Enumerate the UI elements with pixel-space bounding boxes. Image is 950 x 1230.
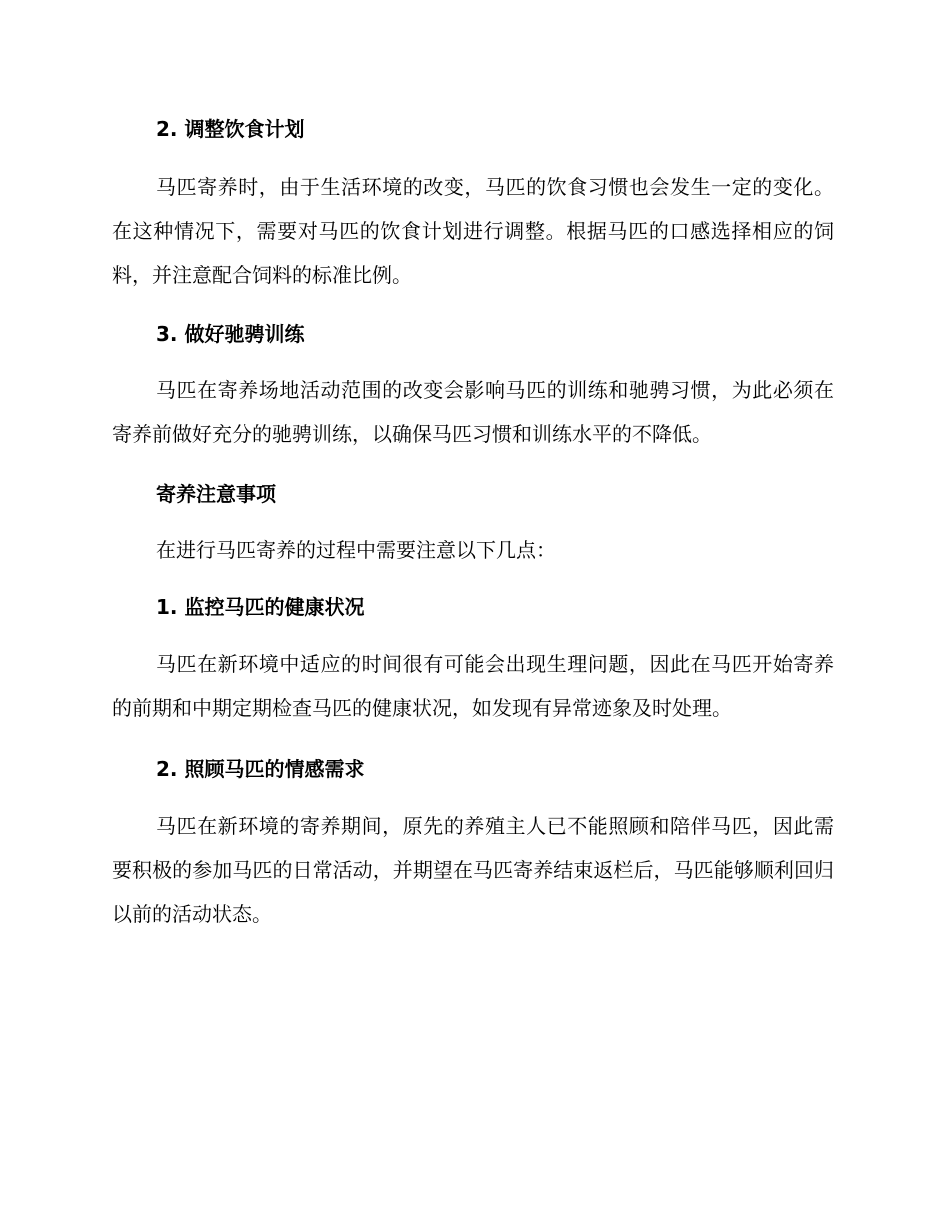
paragraph-adjust-diet: 马匹寄养时，由于生活环境的改变，马匹的饮食习惯也会发生一定的变化。在这种情况下，需要对马匹的饮食计划进行调整。根据马匹的口感选择相应的饲料，并注意配合饲料的标准比例。 bbox=[112, 175, 834, 287]
section-heading-emotional-needs: 2. 照顾马匹的情感需求 bbox=[156, 757, 365, 781]
section-heading-adjust-diet: 2. 调整饮食计划 bbox=[156, 117, 305, 141]
section-heading-monitor-health: 1. 监控马匹的健康状况 bbox=[156, 595, 365, 619]
section-heading-gallop-training: 3. 做好驰骋训练 bbox=[156, 322, 305, 346]
paragraph-emotional-needs: 马匹在新环境的寄养期间，原先的养殖主人已不能照顾和陪伴马匹，因此需要积极的参加马匹的日常活动，并期望在马匹寄养结束返栏后，马匹能够顺利回归以前的活动状态。 bbox=[112, 814, 834, 926]
paragraph-monitor-health: 马匹在新环境中适应的时间很有可能会出现生理问题，因此在马匹开始寄养的前期和中期定期检查马匹的健康状况，如发现有异常迹象及时处理。 bbox=[112, 652, 834, 720]
section-heading-boarding-notes: 寄养注意事项 bbox=[156, 482, 276, 506]
paragraph-boarding-intro: 在进行马匹寄养的过程中需要注意以下几点： bbox=[156, 538, 556, 562]
paragraph-gallop-training: 马匹在寄养场地活动范围的改变会影响马匹的训练和驰骋习惯，为此必须在寄养前做好充分的驰骋训练，以确保马匹习惯和训练水平的不降低。 bbox=[112, 378, 834, 446]
